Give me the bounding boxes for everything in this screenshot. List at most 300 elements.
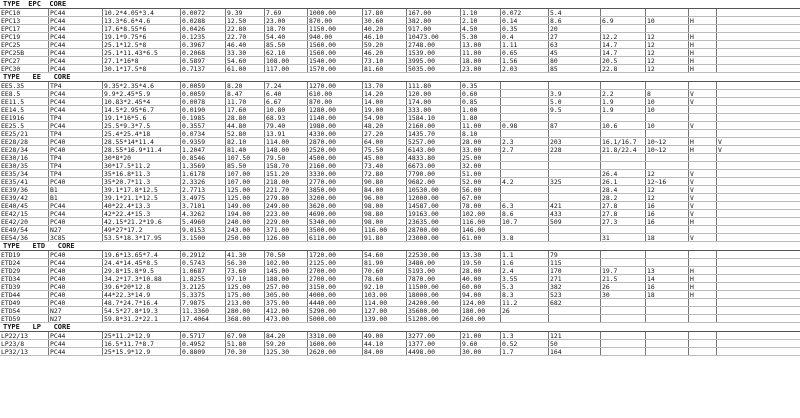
- table-cell-v6: 1377.00: [406, 340, 460, 347]
- table-cell-material: PC44: [48, 122, 102, 129]
- table-cell-v9: [548, 226, 600, 233]
- table-row: [0, 226, 800, 234]
- table-cell-v10: 28.2: [600, 194, 645, 201]
- table-cell-v10: 20.5: [600, 57, 645, 64]
- table-cell-material: TP4: [48, 162, 102, 169]
- table-cell-v5: 96.00: [362, 194, 406, 201]
- table-cell-type: LP23/8: [1, 340, 25, 347]
- table-cell-v3: 412.00: [264, 307, 307, 314]
- table-cell-v12: V: [688, 178, 716, 185]
- table-cell-v3: 148.00: [264, 146, 307, 153]
- table-cell-material: PC40: [48, 146, 102, 153]
- table-cell-v8: 3.55: [500, 275, 548, 282]
- table-cell-v3: 68.93: [264, 114, 307, 121]
- table-cell-v4: 2125.00: [307, 259, 362, 266]
- table-cell-v4: 1280.00: [307, 106, 362, 113]
- table-row: [0, 154, 800, 162]
- table-cell-v4: 870.00: [307, 17, 362, 24]
- table-cell-v4: 3200.00: [307, 194, 362, 201]
- table-cell-v6: 11500.00: [406, 283, 460, 290]
- table-cell-type: EE39/42: [1, 194, 28, 201]
- table-cell-v1: 2.3326: [180, 178, 225, 185]
- table-row: [0, 114, 800, 122]
- table-cell-v3: 125.30: [264, 348, 307, 355]
- table-cell-v12: H: [688, 33, 716, 40]
- table-cell-v8: [500, 98, 548, 105]
- table-cell-v13: [716, 194, 800, 201]
- table-cell-v13: [716, 251, 800, 258]
- table-cell-v7: 40.00: [460, 275, 500, 282]
- table-cell-v8: [500, 315, 548, 322]
- table-cell-v8: 5.3: [500, 283, 548, 290]
- table-cell-v6: 2160.00: [406, 122, 460, 129]
- table-cell-v2: 213.00: [225, 299, 264, 306]
- table-cell-v3: 7.69: [264, 9, 307, 16]
- table-cell-v12: H: [688, 57, 716, 64]
- table-cell-v5: 92.10: [362, 283, 406, 290]
- table-cell-dimensions: 28.55*14*11.4: [102, 138, 180, 145]
- table-cell-v10: 21.8/22.4: [600, 146, 645, 153]
- table-cell-material: PC40: [48, 299, 102, 306]
- table-cell-v9: 27: [548, 33, 600, 40]
- table-cell-v12: H: [688, 65, 716, 72]
- table-cell-v13: [716, 299, 800, 306]
- table-cell-v7: 18.00: [460, 57, 500, 64]
- table-cell-dimensions: 39.1*17.8*12.5: [102, 186, 180, 193]
- table-cell-v11: 18: [645, 291, 688, 298]
- table-cell-v9: [548, 194, 600, 201]
- table-cell-v10: 16.1/16.7: [600, 138, 645, 145]
- table-cell-type: EPC17: [1, 25, 21, 32]
- table-cell-v6: 12000.00: [406, 194, 460, 201]
- table-cell-v11: [645, 25, 688, 32]
- table-cell-v4: 1270.00: [307, 82, 362, 89]
- table-cell-v5: 70.60: [362, 267, 406, 274]
- table-cell-v8: [500, 154, 548, 161]
- table-cell-v10: 22.8: [600, 65, 645, 72]
- table-cell-v4: 1570.00: [307, 65, 362, 72]
- table-cell-v8: 0.65: [500, 49, 548, 56]
- table-cell-v4: 3620.00: [307, 202, 362, 209]
- table-cell-type: EE14.5: [1, 106, 25, 113]
- table-cell-v4: 1000.00: [307, 9, 362, 16]
- table-cell-v6: 3480.00: [406, 259, 460, 266]
- table-cell-v3: 371.00: [264, 226, 307, 233]
- table-cell-v13: [716, 275, 800, 282]
- table-cell-v11: [645, 251, 688, 258]
- table-cell-v8: 2.03: [500, 65, 548, 72]
- table-cell-type: EE39/36: [1, 186, 28, 193]
- table-cell-v10: [600, 9, 645, 16]
- table-cell-v11: [645, 340, 688, 347]
- table-cell-v9: 50: [548, 340, 600, 347]
- table-cell-v8: 2.3: [500, 138, 548, 145]
- table-cell-v9: 63: [548, 41, 600, 48]
- table-cell-v11: 12: [645, 41, 688, 48]
- table-cell-v9: [548, 154, 600, 161]
- table-cell-v1: 0.5717: [180, 332, 225, 339]
- table-cell-v2: 46.40: [225, 41, 264, 48]
- table-cell-v12: [688, 348, 716, 355]
- table-cell-v1: 5.4960: [180, 218, 225, 225]
- table-cell-v5: 127.00: [362, 307, 406, 314]
- table-cell-material: N27: [48, 226, 102, 233]
- table-cell-type: EE42/15: [1, 210, 28, 217]
- table-cell-v4: 4690.00: [307, 210, 362, 217]
- table-cell-v1: 2.7713: [180, 186, 225, 193]
- table-cell-v1: 0.0426: [180, 25, 225, 32]
- table-cell-v3: 221.70: [264, 186, 307, 193]
- table-cell-v7: 1.00: [460, 106, 500, 113]
- table-cell-v11: [645, 332, 688, 339]
- table-cell-dimensions: 19.6*13.65*7.4: [102, 251, 180, 258]
- table-cell-type: EE28/28: [1, 138, 28, 145]
- table-cell-v8: 1.7: [500, 348, 548, 355]
- table-cell-v2: 81.40: [225, 146, 264, 153]
- table-cell-v10: [600, 340, 645, 347]
- table-cell-v7: 260.00: [460, 315, 500, 322]
- table-cell-v11: 10~12: [645, 146, 688, 153]
- table-cell-v6: 120.00: [406, 90, 460, 97]
- table-cell-type: EE40/45: [1, 202, 28, 209]
- table-cell-v8: 2.4: [500, 267, 548, 274]
- table-cell-v13: [716, 315, 800, 322]
- table-cell-v4: 5290.00: [307, 307, 362, 314]
- table-cell-type: EPC10: [1, 9, 21, 16]
- table-cell-type: EE35/34: [1, 170, 28, 177]
- table-cell-dimensions: 19.1*16*5.6: [102, 114, 180, 121]
- table-cell-material: PC40: [48, 291, 102, 298]
- table-cell-dimensions: 25.1*11.43*6.5: [102, 49, 180, 56]
- table-cell-v3: 102.00: [264, 259, 307, 266]
- table-cell-v7: 116.00: [460, 218, 500, 225]
- table-cell-v9: 325: [548, 178, 600, 185]
- table-cell-v3: 249.00: [264, 202, 307, 209]
- table-cell-v7: 32.00: [460, 162, 500, 169]
- table-cell-v2: 28.80: [225, 114, 264, 121]
- table-cell-v12: V: [688, 122, 716, 129]
- table-cell-v7: 28.00: [460, 267, 500, 274]
- table-cell-v13: [716, 9, 800, 16]
- table-cell-v6: 14587.00: [406, 202, 460, 209]
- table-cell-v11: 18: [645, 234, 688, 241]
- table-cell-v13: [716, 340, 800, 347]
- table-cell-v4: 2520.00: [307, 146, 362, 153]
- table-cell-v6: 1435.70: [406, 130, 460, 137]
- table-cell-v1: 17.4064: [180, 315, 225, 322]
- table-cell-v3: 229.00: [264, 218, 307, 225]
- table-cell-v5: 54.60: [362, 251, 406, 258]
- table-cell-v5: 81.90: [362, 259, 406, 266]
- table-row: [0, 332, 800, 340]
- table-cell-v10: 19.7: [600, 267, 645, 274]
- table-cell-v9: 271: [548, 275, 600, 282]
- table-cell-material: PC44: [48, 17, 102, 24]
- table-cell-type: LP32/13: [1, 348, 28, 355]
- table-cell-v9: [548, 307, 600, 314]
- table-cell-material: PC40: [48, 283, 102, 290]
- table-cell-v4: 1560.00: [307, 41, 362, 48]
- table-cell-material: TP4: [48, 170, 102, 177]
- table-cell-v4: 940.00: [307, 33, 362, 40]
- table-cell-type: LP22/13: [1, 332, 28, 339]
- table-row: [0, 170, 800, 178]
- table-cell-v3: 145.00: [264, 267, 307, 274]
- table-cell-v11: 13: [645, 267, 688, 274]
- table-row: [0, 138, 800, 146]
- table-cell-v2: 194.00: [225, 210, 264, 217]
- table-cell-material: PC44: [48, 98, 102, 105]
- table-cell-v6: 23635.00: [406, 218, 460, 225]
- table-cell-material: PC40: [48, 178, 102, 185]
- table-cell-type: EE11.5: [1, 98, 25, 105]
- table-cell-v8: [500, 82, 548, 89]
- table-cell-v13: [716, 348, 800, 355]
- table-cell-v12: V: [688, 194, 716, 201]
- table-cell-v4: 5340.00: [307, 218, 362, 225]
- table-row: [0, 130, 800, 138]
- table-cell-v7: 30.00: [460, 348, 500, 355]
- table-cell-v1: 0.4952: [180, 340, 225, 347]
- table-cell-v9: 3.9: [548, 90, 600, 97]
- table-cell-v10: [600, 315, 645, 322]
- table-cell-v2: 175.00: [225, 291, 264, 298]
- table-row: [0, 348, 800, 356]
- table-cell-v9: 9.5: [548, 106, 600, 113]
- table-cell-v12: H: [688, 283, 716, 290]
- table-cell-dimensions: 35*16.8*11.3: [102, 170, 180, 177]
- table-cell-v12: [688, 114, 716, 121]
- table-cell-v5: 73.10: [362, 57, 406, 64]
- table-cell-v13: [716, 186, 800, 193]
- table-cell-v9: 121: [548, 332, 600, 339]
- table-cell-v9: 509: [548, 218, 600, 225]
- table-cell-material: PC44: [48, 340, 102, 347]
- table-cell-material: B1: [48, 194, 102, 201]
- table-cell-type: ETD39: [1, 283, 21, 290]
- table-cell-v7: 19.50: [460, 259, 500, 266]
- table-cell-v5: 84.00: [362, 186, 406, 193]
- table-row: [0, 218, 800, 226]
- table-cell-v7: 21.00: [460, 332, 500, 339]
- table-cell-v1: 7.9875: [180, 299, 225, 306]
- table-cell-v1: 0.7137: [180, 65, 225, 72]
- table-cell-v12: V: [688, 210, 716, 217]
- table-cell-dimensions: 25*11.2*12.9: [102, 332, 180, 339]
- table-cell-type: EE25.5: [1, 122, 25, 129]
- table-row: [0, 315, 800, 323]
- table-cell-v10: 6.9: [600, 17, 645, 24]
- table-cell-v10: 27.8: [600, 210, 645, 217]
- table-row: [0, 162, 800, 170]
- table-cell-material: PC44: [48, 49, 102, 56]
- table-cell-v13: [716, 226, 800, 233]
- table-cell-dimensions: 44*22.3*14.9: [102, 291, 180, 298]
- table-row: [0, 146, 800, 154]
- table-cell-v2: 97.10: [225, 275, 264, 282]
- table-cell-v5: 45.00: [362, 154, 406, 161]
- table-cell-v3: 10.80: [264, 106, 307, 113]
- table-cell-v6: 5257.00: [406, 138, 460, 145]
- table-cell-dimensions: 9.35*2.35*4.6: [102, 82, 180, 89]
- table-cell-v5: 81.60: [362, 65, 406, 72]
- table-cell-v5: 98.00: [362, 202, 406, 209]
- table-cell-v6: 1584.10: [406, 114, 460, 121]
- table-cell-v8: [500, 130, 548, 137]
- table-cell-type: ETD59: [1, 315, 21, 322]
- table-cell-v6: 5035.00: [406, 65, 460, 72]
- table-cell-v8: 0.52: [500, 340, 548, 347]
- table-cell-v11: 10: [645, 17, 688, 24]
- table-row: [0, 9, 800, 17]
- table-cell-v8: [500, 106, 548, 113]
- table-cell-v5: 78.60: [362, 275, 406, 282]
- table-cell-v13: [716, 332, 800, 339]
- table-cell-dimensions: 30*8*20: [102, 154, 180, 161]
- table-cell-v12: [688, 130, 716, 137]
- table-cell-v11: 12: [645, 57, 688, 64]
- table-cell-v9: [548, 186, 600, 193]
- table-cell-v7: 102.00: [460, 210, 500, 217]
- table-cell-type: ETD54: [1, 307, 21, 314]
- table-cell-v3: 257.00: [264, 283, 307, 290]
- table-cell-v8: [500, 170, 548, 177]
- table-cell-v9: 170: [548, 267, 600, 274]
- table-cell-v12: V: [688, 90, 716, 97]
- table-cell-v12: H: [688, 17, 716, 24]
- table-cell-v13: [716, 259, 800, 266]
- table-cell-v7: 9.60: [460, 340, 500, 347]
- table-cell-v4: 1560.00: [307, 49, 362, 56]
- table-cell-v6: 111.80: [406, 82, 460, 89]
- table-cell-v1: 0.0190: [180, 106, 225, 113]
- table-cell-material: PC44: [48, 332, 102, 339]
- table-cell-v3: 59.20: [264, 340, 307, 347]
- table-cell-v6: 19163.00: [406, 210, 460, 217]
- table-cell-material: PC44: [48, 259, 102, 266]
- table-cell-v1: 3.4975: [180, 194, 225, 201]
- table-cell-v7: 51.00: [460, 170, 500, 177]
- table-cell-v2: 22.70: [225, 33, 264, 40]
- table-cell-type: EPC25: [1, 41, 21, 48]
- table-cell-v5: 46.10: [362, 33, 406, 40]
- table-cell-v3: 23.00: [264, 17, 307, 24]
- table-cell-v13: [716, 154, 800, 161]
- table-cell-v5: 14.00: [362, 98, 406, 105]
- table-cell-v10: 27.8: [600, 202, 645, 209]
- table-cell-v2: 240.00: [225, 218, 264, 225]
- table-cell-v10: 26.4: [600, 170, 645, 177]
- table-cell-v8: 1.3: [500, 332, 548, 339]
- table-cell-v1: 9.0153: [180, 226, 225, 233]
- table-cell-v11: 16: [645, 202, 688, 209]
- table-cell-v5: 91.80: [362, 234, 406, 241]
- table-cell-v13: [716, 33, 800, 40]
- table-cell-type: EE49/54: [1, 226, 28, 233]
- table-row: [0, 307, 800, 315]
- table-cell-v2: 12.50: [225, 17, 264, 24]
- table-cell-v2: 8.47: [225, 90, 264, 97]
- table-row: [0, 122, 800, 130]
- table-cell-v1: 11.3360: [180, 307, 225, 314]
- table-cell-dimensions: 25.5*9.3*7.5: [102, 122, 180, 129]
- table-cell-v12: H: [688, 49, 716, 56]
- table-cell-v6: 24200.00: [406, 299, 460, 306]
- table-cell-v9: 682: [548, 299, 600, 306]
- table-cell-v9: 115: [548, 259, 600, 266]
- table-cell-dimensions: 10.2*4.05*3.4: [102, 9, 180, 16]
- table-cell-v5: 64.00: [362, 138, 406, 145]
- table-cell-v7: 4.50: [460, 25, 500, 32]
- table-cell-v9: 80: [548, 57, 600, 64]
- table-cell-v8: 1.11: [500, 41, 548, 48]
- table-cell-v10: [600, 307, 645, 314]
- table-cell-v2: 9.39: [225, 9, 264, 16]
- table-cell-v8: 0.14: [500, 17, 548, 24]
- table-cell-v2: 243.00: [225, 226, 264, 233]
- table-cell-v1: 3.2125: [180, 283, 225, 290]
- table-cell-v6: 333.00: [406, 106, 460, 113]
- table-cell-v6: 2748.00: [406, 41, 460, 48]
- table-cell-v9: [548, 170, 600, 177]
- table-row: [0, 267, 800, 275]
- table-cell-v6: 10530.00: [406, 186, 460, 193]
- table-cell-v1: 0.8809: [180, 348, 225, 355]
- table-cell-v9: [548, 162, 600, 169]
- table-cell-v12: V: [688, 234, 716, 241]
- table-cell-v12: [688, 162, 716, 169]
- table-cell-v12: H: [688, 291, 716, 298]
- table-cell-v10: 1.9: [600, 106, 645, 113]
- table-cell-v7: 28.00: [460, 138, 500, 145]
- table-cell-v6: 382.00: [406, 17, 460, 24]
- table-cell-v13: [716, 49, 800, 56]
- table-cell-v13: [716, 291, 800, 298]
- table-cell-v1: 1.2047: [180, 146, 225, 153]
- table-cell-v1: 3.7101: [180, 202, 225, 209]
- table-cell-v8: 8.3: [500, 291, 548, 298]
- table-cell-v3: 279.80: [264, 194, 307, 201]
- table-cell-type: EPC30: [1, 65, 21, 72]
- table-cell-v3: 158.70: [264, 162, 307, 169]
- table-cell-v4: 3330.00: [307, 170, 362, 177]
- table-row: [0, 98, 800, 106]
- table-cell-v10: [600, 299, 645, 306]
- table-cell-v11: [645, 82, 688, 89]
- table-cell-v8: 8.6: [500, 210, 548, 217]
- table-cell-dimensions: 25.4*25.4*18: [102, 130, 180, 137]
- table-cell-v11: 10: [645, 98, 688, 105]
- table-cell-v1: 1.0687: [180, 267, 225, 274]
- table-cell-v5: 84.00: [362, 348, 406, 355]
- table-cell-v10: 28.4: [600, 186, 645, 193]
- table-cell-material: PC40: [48, 275, 102, 282]
- table-cell-v9: 87: [548, 122, 600, 129]
- table-cell-v11: [645, 315, 688, 322]
- table-cell-material: PC44: [48, 9, 102, 16]
- table-cell-v12: [688, 307, 716, 314]
- table-cell-type: ETD29: [1, 267, 21, 274]
- table-cell-type: ETD34: [1, 275, 21, 282]
- table-cell-v7: 61.00: [460, 234, 500, 241]
- table-cell-v10: 21.5: [600, 275, 645, 282]
- table-cell-v9: 5.4: [548, 9, 600, 16]
- table-cell-material: PC44: [48, 106, 102, 113]
- table-cell-v2: 149.00: [225, 202, 264, 209]
- table-cell-v3: 85.50: [264, 41, 307, 48]
- table-cell-v2: 41.30: [225, 251, 264, 258]
- table-cell-v11: 16: [645, 210, 688, 217]
